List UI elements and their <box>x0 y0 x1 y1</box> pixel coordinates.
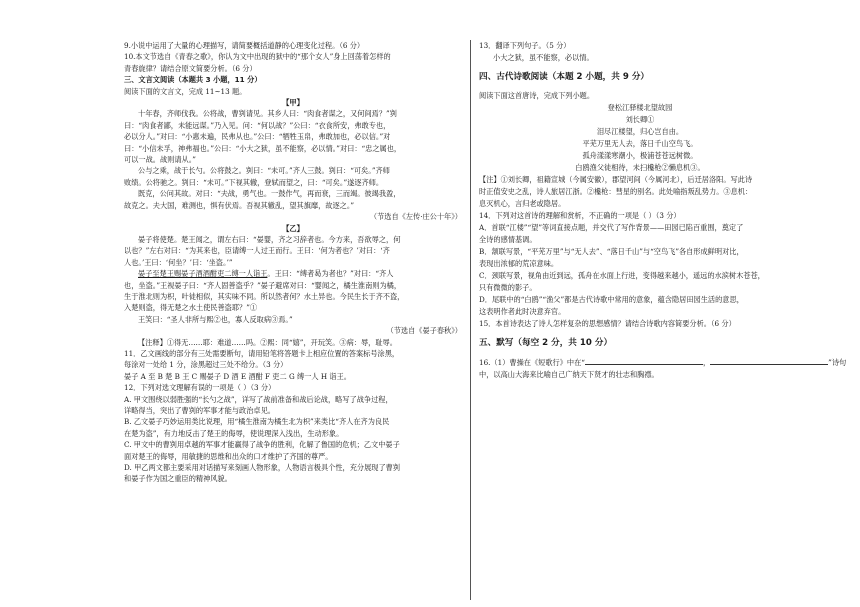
passage-line: 曰：“小信未孚，神弗福也。”公曰：“小大之狱，虽不能察，必以情。”对曰：“忠之属也， <box>124 143 402 153</box>
question-line: 每涂对一处给 1 分，涂黑超过三处不给分。（3 分） <box>124 360 288 370</box>
poem-line: 孤舟漾漾寒潮小，极浦苍苍远树微。 <box>582 151 698 160</box>
poem-title: 登松江驿楼北望故园 <box>607 103 673 112</box>
option-line: 和晏子作为国之重臣的精神风貌。 <box>124 474 232 484</box>
option-line: B. 乙文晏子巧妙运用类比说理，用“橘生淮南为橘生北为枳”来类比“齐人在齐为良民 <box>124 417 390 427</box>
passage-jia-source: （节选自《左传·庄公十年》） <box>369 212 462 222</box>
answer-blank-2[interactable] <box>710 356 828 365</box>
q16-comma: ， <box>702 358 711 367</box>
poem-note: 息灭机心，言归老或隐居。 <box>479 199 566 208</box>
passage-jia-label: 【甲】 <box>282 98 304 108</box>
option-line: 这表明作者此时决意弃官。 <box>479 307 566 316</box>
passage-yi-p3: 王笑曰：“圣人非所与熙②也，寡人反取病③焉。” <box>138 314 293 324</box>
passage-line: 入楚则盗，得无楚之水土使民善盗耶？”① <box>124 303 258 313</box>
question-line: 12．下列对选文理解有误的一项是（ ）（3 分） <box>124 383 276 393</box>
passage-jia-p2 <box>124 165 462 188</box>
question-10-line2: 青春旋律？请结合原文简要分析。（6 分） <box>124 63 257 73</box>
option-line: A．首联“江楼”“望”等词直接点题，并交代了写作背景——田园已陷百重围，奠定了 <box>479 223 744 232</box>
option-line: 面对楚王的侮辱，用敏捷的思维和出众的口才维护了齐国的尊严。 <box>124 451 333 461</box>
poem-author: 刘长卿① <box>625 115 655 124</box>
question-11 <box>124 348 462 382</box>
poem-line: 平芜万里无人去，落日千山空鸟飞。 <box>582 139 698 148</box>
passage-line: 也，坐盗。”王视晏子曰：“齐人固善盗乎？”晏子避席对曰：“婴闻之，橘生淮南则为橘， <box>124 280 402 290</box>
annotation: 【注释】①得无……耶：难道……吗。②熙：同“嬉”，开玩笑。③病：辱，耻辱。 <box>138 337 397 347</box>
option-line: 表现出浓郁的荒凉意味。 <box>479 259 559 268</box>
answer-blank-1[interactable] <box>585 356 703 365</box>
question-10-line1: 10.本文节选自《青春之歌》，你认为文中出现的狱中的“那个女人”身上回荡着怎样的 <box>124 52 391 62</box>
passage-line: 以也？”左右对曰：“为其来也，臣请缚一人过王而行。王曰：‘何为者也？’对曰：‘齐 <box>124 246 390 256</box>
passage-line: 故克之。夫大国，难测也，惧有伏焉。吾视其辙乱，望其旗靡，故逐之。” <box>124 200 355 210</box>
passage-line: 晏子将使楚。楚王闻之，谓左右曰：“晏婴，齐之习辞者也。今方来，吾欲辱之，何 <box>138 234 401 244</box>
question-15: 15．本首诗表达了诗人怎样复杂的思想感情？请结合诗歌内容简要分析。（6 分） <box>479 319 736 328</box>
passage-jia-p1 <box>124 108 462 165</box>
question-line: 晏子 A 至 B 楚 B 王 C 赐晏子 D 酒 E 酒酣 F 吏二 G 缚一人 H 诣王。 <box>124 371 351 381</box>
option-line: D．尾联中的“白鸥”“渔父”都是古代诗歌中常用的意象，蕴含隐居田园生活的意思， <box>479 295 744 304</box>
option-line: 详略得当，突出了曹刿的军事才能与政治卓见。 <box>124 406 275 415</box>
passage-line: 既克，公问其故。对曰：“夫战，勇气也。一鼓作气，再而衰，三而竭。彼竭我盈， <box>138 189 401 199</box>
option-line: D. 甲乙两文都主要采用对话描写来刻画人物形象，人物语言极具个性，充分展现了曹刿 <box>124 463 401 473</box>
passage-yi-p1 <box>124 234 462 268</box>
question-13-text: 小大之狱，虽不能察，必以情。 <box>493 53 594 62</box>
passage-yi-label: 【乙】 <box>282 223 304 233</box>
passage-line-underlined <box>124 268 462 279</box>
question-16-line2: 中，以高山大海来比喻自己广纳天下贤才的壮志和胸襟。 <box>479 370 659 379</box>
poem-note: 时正值安史之乱，诗人旅居江浙。②欃枪：彗星的别名。此处喻指叛乱势力。③息机： <box>479 187 753 196</box>
passage-yi-p2 <box>124 268 462 314</box>
option-line: C. 甲文中的曹刿用卓越的军事才能赢得了战争的胜利，化解了鲁国的危机；乙文中晏子 <box>124 440 400 450</box>
passage-line: 可以一战。战则请从。” <box>124 155 196 165</box>
option-line: C．颈联写景，视角由近到远，孤舟在水面上行进，变得越来越小，遥远的水滨树木苍苍， <box>479 271 765 280</box>
passage-line: 必以分人。”对曰：“小惠未遍，民弗从也。”公曰：“牺牲玉帛，弗敢加也，必以信。”对 <box>124 132 391 142</box>
option-line: 全诗的感情基调。 <box>479 235 537 244</box>
poem-line: 白鸥渔父徒相待，未扫欃枪②懒息机③。 <box>575 163 705 172</box>
section-5-heading: 五、默写（每空 2 分，共 10 分） <box>479 338 613 348</box>
sentence-rest: 。王曰：“缚者曷为者也？”对曰：“齐人 <box>267 269 394 279</box>
question-line: 11．乙文画线的部分有三处需要断句，请用铅笔将答题卡上相应位置的答案标号涂黑， <box>124 348 400 358</box>
passage-line: 十年春，齐师伐我。公将战，曹刿请见。其乡人曰：“肉食者谋之，又何间焉？”刿 <box>138 109 397 119</box>
passage-line: 生于淮北则为枳，叶徒相似，其实味不同。所以然者何？水土异也。今民生长于齐不盗， <box>124 291 405 301</box>
q16-prefix: 16.（1）曹操在《短歌行》中在“ <box>479 358 585 367</box>
passage-line: 人也。’王曰：‘何坐？’曰：‘坐盗。’” <box>124 257 233 267</box>
section-3-heading: 三、文言文阅读（本题共 3 小题，11 分） <box>124 75 262 85</box>
poem-note: 【注】①刘长卿，祖籍宣城（今属安徽），郡望河间（今属河北），后迁居洛阳。写此诗 <box>479 175 753 184</box>
option-line: B．颔联写景，“平芜万里”与“无人去”、“落日千山”与“空鸟飞”各自形成鲜明对比， <box>479 247 744 256</box>
question-14: 14．下列对这首诗的理解和赏析，不正确的一项是（ ）（3 分） <box>479 211 681 220</box>
q16-suffix: ”诗句 <box>828 358 847 367</box>
question-12 <box>124 382 462 485</box>
underlined-sentence: 晏子至楚王赐晏子酒酒酣吏二缚一人诣王 <box>138 269 268 279</box>
right-column <box>479 40 847 381</box>
option-line: A. 甲文围绕以弱胜强的“长勺之战”，详写了战前准备和战后论战，略写了战争过程， <box>124 394 393 404</box>
section-3-intro: 阅读下面的文言文，完成 11~13 题。 <box>124 86 247 96</box>
question-13: 13．翻译下列句子。（5 分） <box>479 41 571 50</box>
passage-yi-source: （节选自《晏子春秋》） <box>386 326 462 336</box>
passage-jia-p3 <box>124 188 462 211</box>
section-4-heading: 四、古代诗歌阅读（本题 2 小题，共 9 分） <box>479 72 650 82</box>
option-line: 在楚为盗”，有力地反击了楚王的侮辱，使说理深入浅出，生动形象。 <box>124 428 344 438</box>
section-4-intro: 阅读下面这首唐诗，完成下列小题。 <box>479 91 595 100</box>
passage-line: 公与之乘，战于长勺。公将鼓之。刿曰：“未可。”齐人三鼓。刿曰：“可矣。”齐师 <box>138 166 390 176</box>
option-line: 只有微微的影子。 <box>479 283 537 292</box>
column-divider <box>470 40 471 600</box>
question-16-line1 <box>479 356 847 369</box>
poem-line: 泪尽江楼望，归心岂自由。 <box>596 127 684 136</box>
left-column <box>124 40 462 485</box>
passage-line: 曰：“肉食者鄙，未能远谋。”乃入见。问：“何以战？”公曰：“衣食所安，弗敢专也， <box>124 120 391 130</box>
question-9: 9.小说中运用了大量的心理描写，请简要概括道静的心理变化过程。（6 分） <box>124 41 365 50</box>
passage-line: 败绩。公将驰之。刿曰：“未可。”下视其辙，登轼而望之，曰：“可矣。”遂逐齐师。 <box>124 177 384 187</box>
